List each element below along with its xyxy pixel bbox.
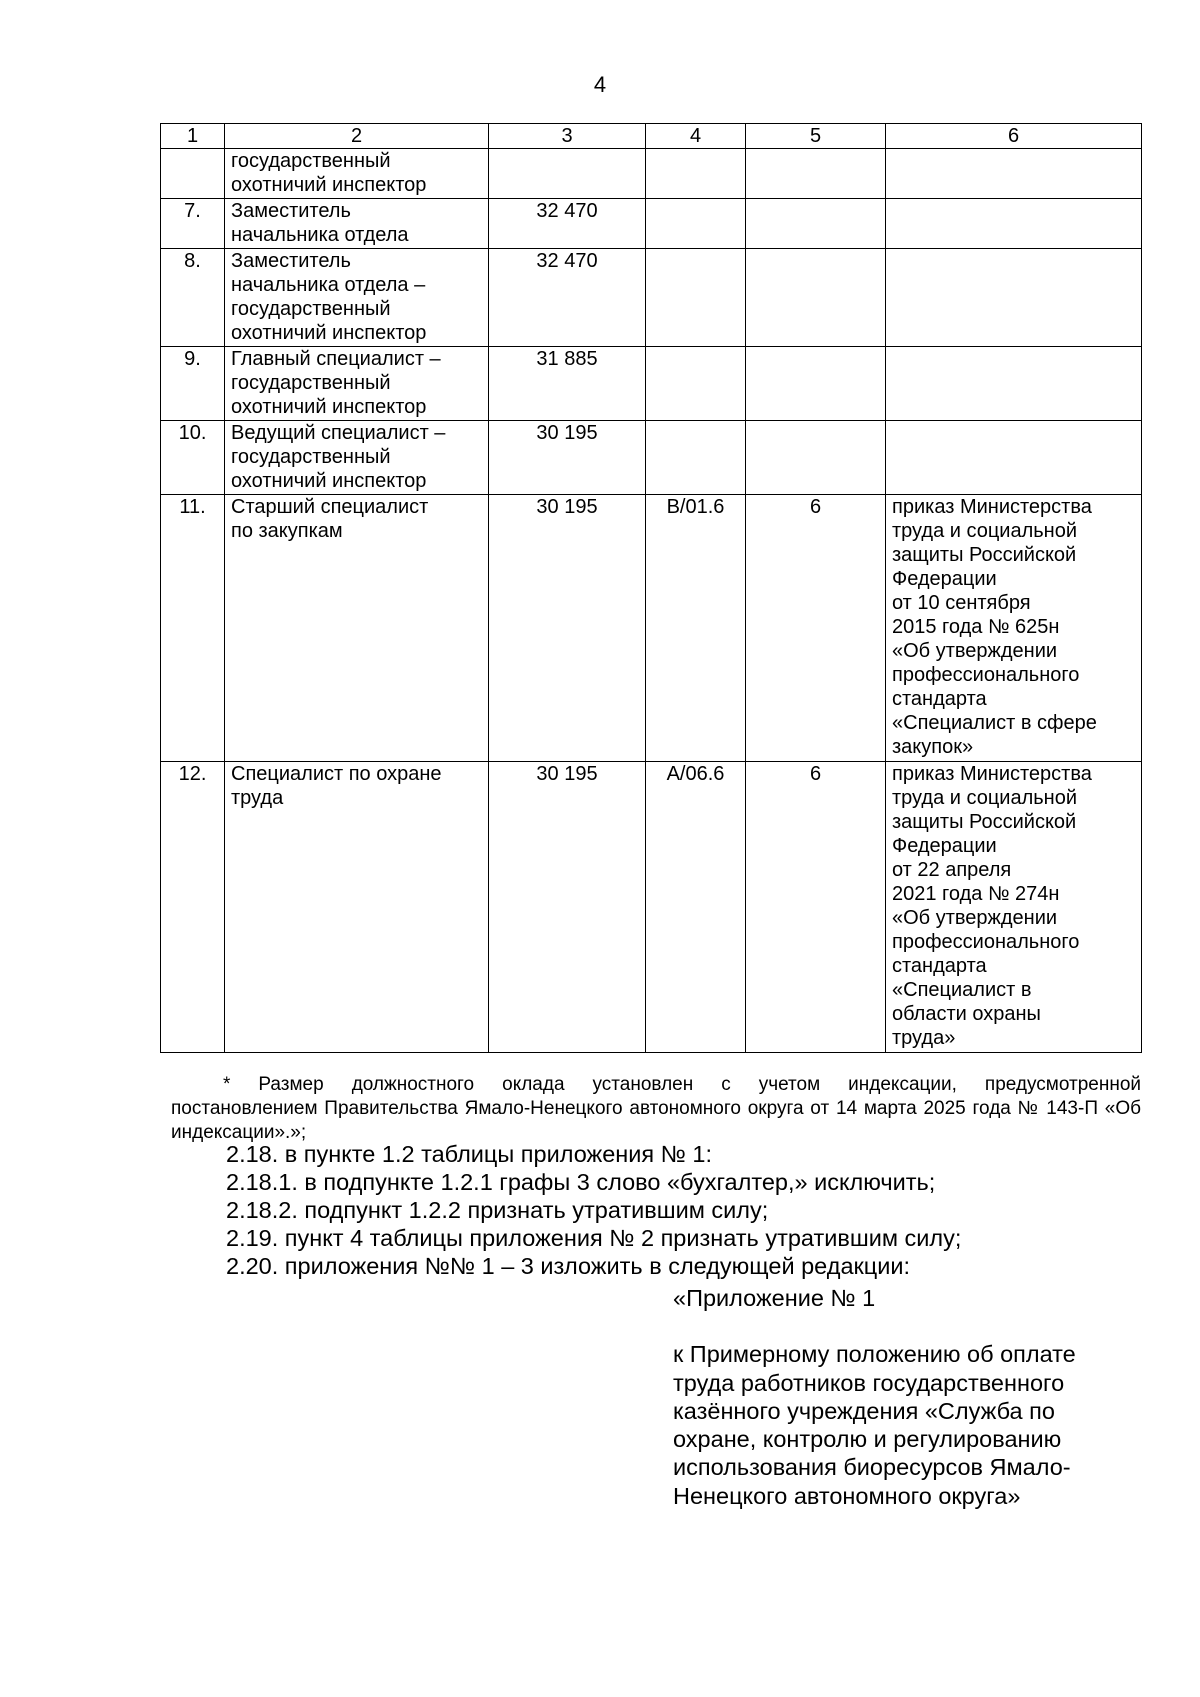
amendment-item: 2.18.1. в подпункте 1.2.1 графы 3 слово «бухгалтер,» исключить;	[226, 1169, 936, 1195]
position-name: Заместитель начальника отдела	[225, 199, 489, 249]
function-code	[646, 347, 746, 421]
column-header: 3	[489, 124, 646, 149]
position-name: Главный специалист – государственный охотничий инспектор	[225, 347, 489, 421]
column-header: 5	[746, 124, 886, 149]
amendments-list	[226, 1140, 1156, 1280]
position-name: Ведущий специалист – государственный охотничий инспектор	[225, 421, 489, 495]
legal-basis: приказ Министерства труда и социальной защиты Российской Федерации от 22 апреля 2021 года № 274н «Об утверждении профессионального стандарта «Специалист в области охраны труда»	[886, 762, 1142, 1053]
qualification-level	[746, 149, 886, 199]
legal-basis	[886, 149, 1142, 199]
amendment-item: 2.20. приложения №№ 1 – 3 изложить в следующей редакции:	[226, 1253, 911, 1279]
appendix-heading	[673, 1284, 1143, 1510]
table-row	[161, 199, 1142, 249]
row-number: 8.	[161, 249, 225, 347]
function-code: A/06.6	[646, 762, 746, 1053]
column-header: 6	[886, 124, 1142, 149]
position-name: Специалист по охране труда	[225, 762, 489, 1053]
table-row	[161, 495, 1142, 762]
page-number: 4	[593, 72, 607, 97]
row-number: 11.	[161, 495, 225, 762]
qualification-level	[746, 347, 886, 421]
qualification-level	[746, 421, 886, 495]
row-number: 7.	[161, 199, 225, 249]
qualification-level: 6	[746, 762, 886, 1053]
table-row	[161, 347, 1142, 421]
legal-basis	[886, 421, 1142, 495]
footnote-continuation: постановлением Правительства Ямало-Ненецкого автономного округа от 14 марта 2025 года № 143-П «Об индексации».»;	[171, 1098, 1141, 1143]
salary-value: 31 885	[489, 347, 646, 421]
appendix-subtitle: к Примерному положению об оплате труда работников государственного казённого учреждения «Служба по охране, контролю и регулированию использования биоресурсов Ямало- Ненецкого автономного округа»	[673, 1341, 1076, 1509]
table-row	[161, 249, 1142, 347]
legal-basis	[886, 249, 1142, 347]
footnote-first-line: * Размер должностного оклада установлен с учетом индексации, предусмотренной	[223, 1074, 1141, 1095]
position-name: Старший специалист по закупкам	[225, 495, 489, 762]
legal-basis: приказ Министерства труда и социальной защиты Российской Федерации от 10 сентября 2015 года № 625н «Об утверждении профессионального стандарта «Специалист в сфере закупок»	[886, 495, 1142, 762]
salary-table	[160, 123, 1142, 1053]
row-number	[161, 149, 225, 199]
amendment-item: 2.19. пункт 4 таблицы приложения № 2 признать утратившим силу;	[226, 1225, 962, 1251]
column-header: 4	[646, 124, 746, 149]
table-header-row	[161, 124, 1142, 149]
row-number: 10.	[161, 421, 225, 495]
salary-value: 30 195	[489, 495, 646, 762]
function-code	[646, 149, 746, 199]
qualification-level	[746, 249, 886, 347]
function-code	[646, 421, 746, 495]
footnote	[171, 1073, 1141, 1145]
salary-value: 32 470	[489, 249, 646, 347]
column-header: 1	[161, 124, 225, 149]
table-row	[161, 762, 1142, 1053]
amendment-item: 2.18. в пункте 1.2 таблицы приложения № 1:	[226, 1141, 712, 1167]
position-name: государственный охотничий инспектор	[225, 149, 489, 199]
legal-basis	[886, 347, 1142, 421]
qualification-level	[746, 199, 886, 249]
table-row	[161, 421, 1142, 495]
row-number: 9.	[161, 347, 225, 421]
function-code	[646, 249, 746, 347]
function-code: B/01.6	[646, 495, 746, 762]
salary-value	[489, 149, 646, 199]
legal-basis	[886, 199, 1142, 249]
appendix-title: «Приложение № 1	[673, 1285, 876, 1311]
row-number: 12.	[161, 762, 225, 1053]
salary-value: 30 195	[489, 421, 646, 495]
column-header: 2	[225, 124, 489, 149]
amendment-item: 2.18.2. подпункт 1.2.2 признать утратившим силу;	[226, 1197, 769, 1223]
position-name: Заместитель начальника отдела – государственный охотничий инспектор	[225, 249, 489, 347]
table-row	[161, 149, 1142, 199]
salary-value: 30 195	[489, 762, 646, 1053]
qualification-level: 6	[746, 495, 886, 762]
salary-value: 32 470	[489, 199, 646, 249]
function-code	[646, 199, 746, 249]
